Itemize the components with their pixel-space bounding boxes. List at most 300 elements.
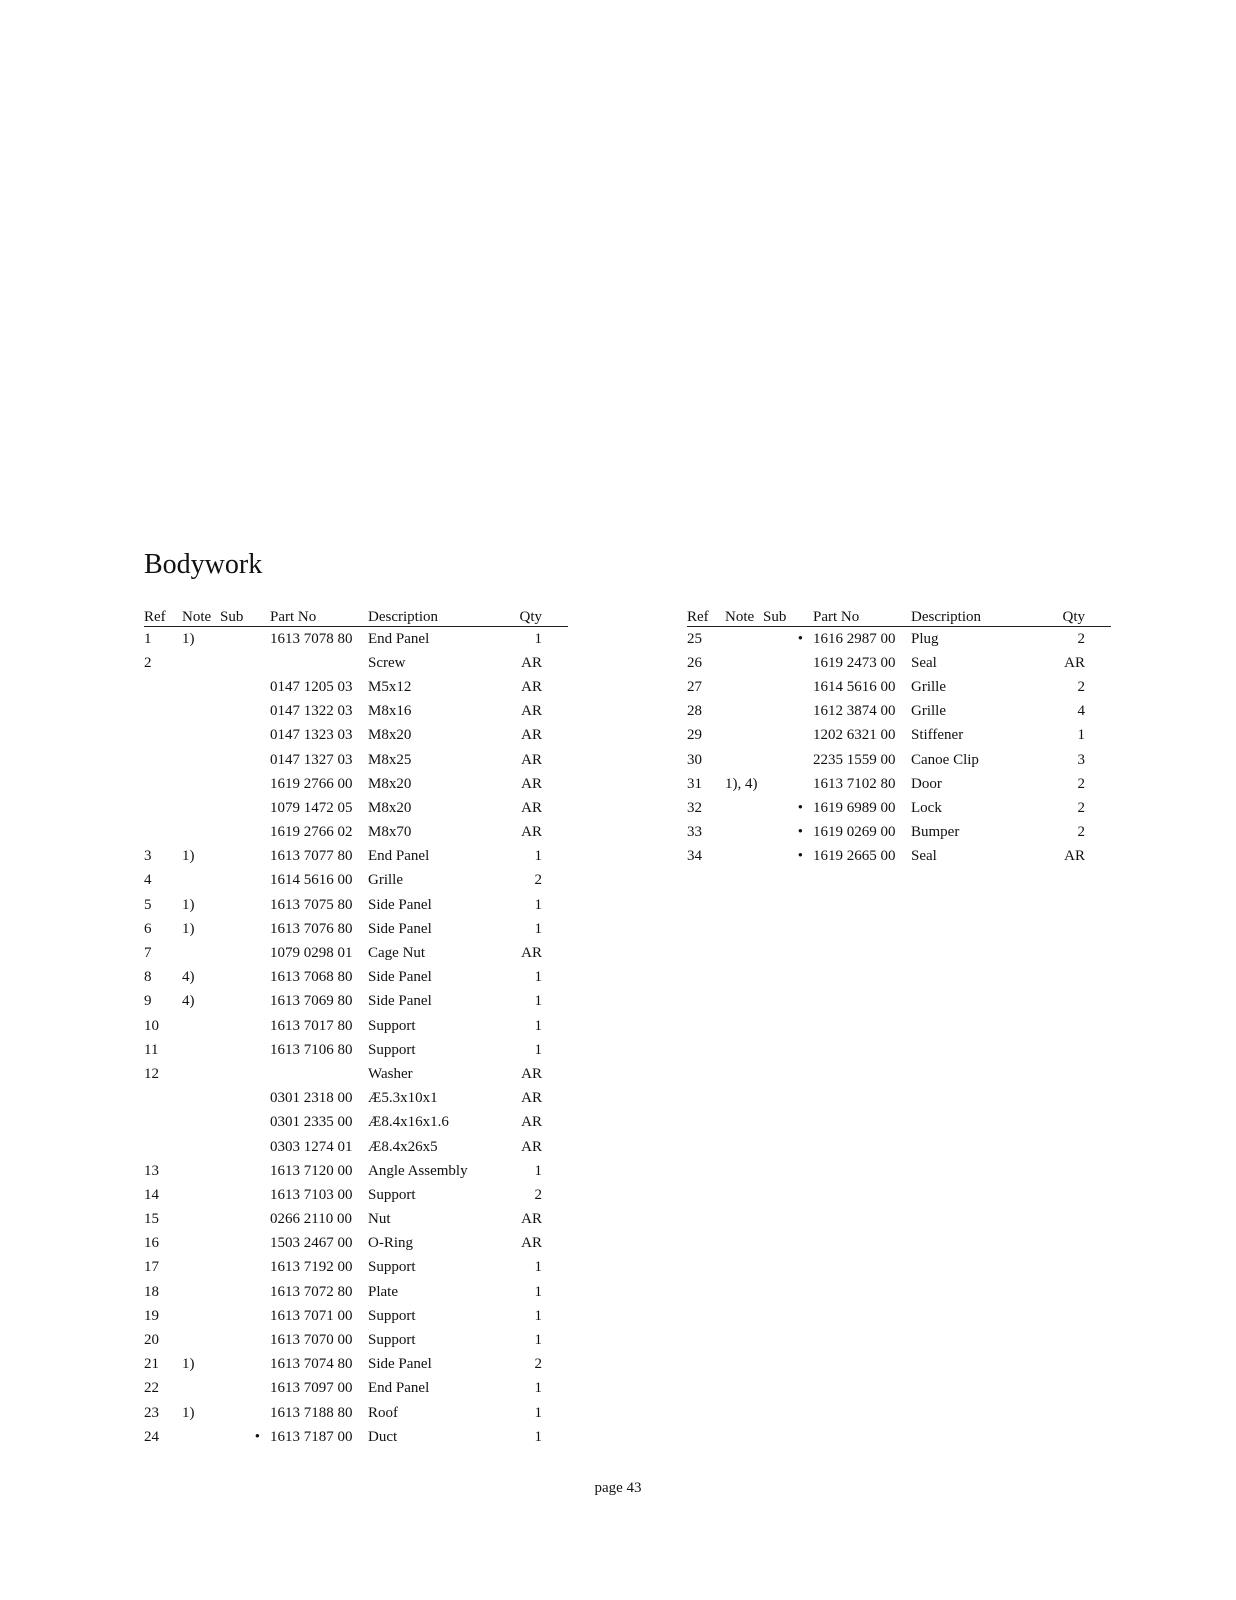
description-cell: Side Panel bbox=[368, 969, 432, 986]
part-no-cell: 1614 5616 00 bbox=[813, 678, 896, 695]
ref-cell: 30 bbox=[687, 751, 702, 768]
note-cell bbox=[182, 1062, 220, 1086]
sub-cell bbox=[220, 869, 270, 893]
note-cell: 1) bbox=[182, 1356, 195, 1373]
table-row bbox=[144, 1062, 568, 1086]
note-cell bbox=[182, 796, 220, 820]
sub-cell bbox=[220, 1087, 270, 1111]
qty-cell: 2 bbox=[1077, 775, 1085, 792]
table-header-row bbox=[144, 604, 568, 627]
sub-cell bbox=[220, 990, 270, 1014]
description-cell: Support bbox=[368, 1186, 416, 1203]
part-no-cell: 1613 7017 80 bbox=[270, 1017, 353, 1034]
sub-cell bbox=[220, 796, 270, 820]
table-row bbox=[144, 796, 568, 820]
sub-cell bbox=[220, 772, 270, 796]
qty-cell: AR bbox=[521, 1235, 542, 1252]
note-cell bbox=[725, 796, 763, 820]
ref-cell: 24 bbox=[144, 1428, 159, 1445]
parts-table-body-left bbox=[144, 627, 568, 1450]
ref-cell: 1 bbox=[144, 630, 152, 647]
sub-cell bbox=[220, 966, 270, 990]
sub-cell bbox=[220, 821, 270, 845]
note-cell bbox=[182, 748, 220, 772]
note-cell: 1) bbox=[182, 896, 195, 913]
sub-cell bbox=[220, 917, 270, 941]
qty-cell: 2 bbox=[534, 1356, 542, 1373]
table-row bbox=[687, 821, 1111, 845]
sub-cell: • bbox=[797, 848, 803, 865]
table-row bbox=[144, 724, 568, 748]
description-cell: Æ8.4x16x1.6 bbox=[368, 1114, 449, 1131]
qty-cell: AR bbox=[1064, 654, 1085, 671]
column-header-note: Note bbox=[182, 604, 220, 627]
sub-cell bbox=[220, 1232, 270, 1256]
table-row bbox=[144, 1087, 568, 1111]
sub-cell: • bbox=[797, 630, 803, 647]
qty-cell: 1 bbox=[534, 1162, 542, 1179]
description-cell: Stiffener bbox=[911, 727, 964, 744]
qty-cell: AR bbox=[521, 799, 542, 816]
qty-cell: 1 bbox=[534, 896, 542, 913]
qty-cell: 4 bbox=[1077, 703, 1085, 720]
part-no-cell: 1619 0269 00 bbox=[813, 824, 896, 841]
part-no-cell: 0147 1322 03 bbox=[270, 703, 353, 720]
column-header-qty: Qty bbox=[1061, 604, 1111, 627]
ref-cell bbox=[144, 821, 182, 845]
note-cell: 4) bbox=[182, 993, 195, 1010]
qty-cell: AR bbox=[521, 1065, 542, 1082]
ref-cell bbox=[144, 675, 182, 699]
qty-cell: 1 bbox=[534, 920, 542, 937]
sub-cell bbox=[220, 1401, 270, 1425]
description-cell: M8x20 bbox=[368, 799, 412, 816]
part-no-cell: 1613 7106 80 bbox=[270, 1041, 353, 1058]
qty-cell: AR bbox=[521, 703, 542, 720]
ref-cell: 21 bbox=[144, 1356, 159, 1373]
qty-cell: 1 bbox=[534, 969, 542, 986]
qty-cell: AR bbox=[521, 751, 542, 768]
table-row bbox=[687, 651, 1111, 675]
description-cell: Support bbox=[368, 1041, 416, 1058]
part-no-cell: 1613 7077 80 bbox=[270, 848, 353, 865]
qty-cell: 1 bbox=[534, 1428, 542, 1445]
note-cell bbox=[182, 1038, 220, 1062]
sub-cell bbox=[220, 1377, 270, 1401]
qty-cell: AR bbox=[521, 1211, 542, 1228]
note-cell bbox=[725, 724, 763, 748]
ref-cell: 15 bbox=[144, 1211, 159, 1228]
qty-cell: 2 bbox=[1077, 630, 1085, 647]
description-cell: End Panel bbox=[368, 848, 430, 865]
ref-cell: 27 bbox=[687, 678, 702, 695]
column-header-part-no: Part No bbox=[813, 604, 911, 627]
part-no-cell bbox=[270, 651, 368, 675]
table-row bbox=[144, 1038, 568, 1062]
ref-cell: 22 bbox=[144, 1380, 159, 1397]
sub-cell bbox=[763, 772, 813, 796]
ref-cell: 28 bbox=[687, 703, 702, 720]
note-cell bbox=[182, 1183, 220, 1207]
column-header-description: Description bbox=[911, 604, 1061, 627]
ref-cell: 14 bbox=[144, 1186, 159, 1203]
ref-cell: 31 bbox=[687, 775, 702, 792]
qty-cell: AR bbox=[521, 1138, 542, 1155]
ref-cell: 25 bbox=[687, 630, 702, 647]
note-cell: 1) bbox=[182, 920, 195, 937]
sub-cell bbox=[220, 1062, 270, 1086]
part-no-cell bbox=[270, 1062, 368, 1086]
qty-cell: AR bbox=[521, 945, 542, 962]
description-cell: Lock bbox=[911, 799, 942, 816]
sub-cell bbox=[220, 1135, 270, 1159]
description-cell: Æ8.4x26x5 bbox=[368, 1138, 438, 1155]
table-row bbox=[144, 1014, 568, 1038]
description-cell: Door bbox=[911, 775, 942, 792]
part-no-cell: 0147 1205 03 bbox=[270, 678, 353, 695]
description-cell: Grille bbox=[911, 703, 946, 720]
note-cell bbox=[182, 1159, 220, 1183]
note-cell: 4) bbox=[182, 969, 195, 986]
sub-cell bbox=[220, 651, 270, 675]
part-no-cell: 1613 7076 80 bbox=[270, 920, 353, 937]
table-row bbox=[144, 627, 568, 652]
table-row bbox=[144, 1232, 568, 1256]
ref-cell: 33 bbox=[687, 824, 702, 841]
page-number: page 43 bbox=[594, 1480, 642, 1496]
table-row bbox=[144, 966, 568, 990]
sub-cell bbox=[220, 724, 270, 748]
note-cell bbox=[182, 1232, 220, 1256]
sub-cell bbox=[220, 845, 270, 869]
part-no-cell: 1079 1472 05 bbox=[270, 799, 353, 816]
note-cell: 1), 4) bbox=[725, 775, 758, 792]
description-cell: Side Panel bbox=[368, 920, 432, 937]
qty-cell: AR bbox=[521, 654, 542, 671]
sub-cell bbox=[220, 1038, 270, 1062]
ref-cell: 10 bbox=[144, 1017, 159, 1034]
ref-cell: 20 bbox=[144, 1332, 159, 1349]
ref-cell bbox=[144, 772, 182, 796]
column-header-description: Description bbox=[368, 604, 518, 627]
part-no-cell: 1616 2987 00 bbox=[813, 630, 896, 647]
qty-cell: 1 bbox=[534, 848, 542, 865]
table-row bbox=[144, 1328, 568, 1352]
qty-cell: 1 bbox=[534, 1259, 542, 1276]
sub-cell bbox=[220, 1014, 270, 1038]
table-row bbox=[144, 700, 568, 724]
part-no-cell: 1613 7070 00 bbox=[270, 1332, 353, 1349]
part-no-cell: 1614 5616 00 bbox=[270, 872, 353, 889]
ref-cell: 16 bbox=[144, 1235, 159, 1252]
table-row bbox=[144, 941, 568, 965]
description-cell: Angle Assembly bbox=[368, 1162, 468, 1179]
qty-cell: AR bbox=[521, 775, 542, 792]
ref-cell bbox=[144, 1135, 182, 1159]
description-cell: M5x12 bbox=[368, 678, 412, 695]
ref-cell: 2 bbox=[144, 654, 152, 671]
part-no-cell: 1613 7192 00 bbox=[270, 1259, 353, 1276]
note-cell bbox=[182, 1208, 220, 1232]
table-row bbox=[144, 1135, 568, 1159]
note-cell bbox=[182, 675, 220, 699]
table-row bbox=[144, 845, 568, 869]
qty-cell: 2 bbox=[534, 1186, 542, 1203]
part-no-cell: 1613 7075 80 bbox=[270, 896, 353, 913]
part-no-cell: 1613 7068 80 bbox=[270, 969, 353, 986]
column-header-note: Note bbox=[725, 604, 763, 627]
part-no-cell: 1613 7072 80 bbox=[270, 1283, 353, 1300]
qty-cell: 1 bbox=[534, 1404, 542, 1421]
note-cell bbox=[182, 1135, 220, 1159]
table-row bbox=[687, 845, 1111, 869]
ref-cell bbox=[144, 1111, 182, 1135]
parts-table-left bbox=[144, 604, 568, 1449]
ref-cell: 7 bbox=[144, 945, 152, 962]
qty-cell: 1 bbox=[534, 993, 542, 1010]
note-cell bbox=[182, 772, 220, 796]
table-row bbox=[144, 772, 568, 796]
sub-cell bbox=[220, 1111, 270, 1135]
note-cell bbox=[725, 821, 763, 845]
qty-cell: AR bbox=[521, 1090, 542, 1107]
part-no-cell: 1612 3874 00 bbox=[813, 703, 896, 720]
qty-cell: AR bbox=[521, 727, 542, 744]
parts-table-body-right bbox=[687, 627, 1111, 869]
note-cell bbox=[182, 1304, 220, 1328]
sub-cell bbox=[220, 941, 270, 965]
ref-cell: 34 bbox=[687, 848, 702, 865]
ref-cell: 17 bbox=[144, 1259, 159, 1276]
part-no-cell: 0147 1323 03 bbox=[270, 727, 353, 744]
sub-cell bbox=[220, 1208, 270, 1232]
ref-cell: 18 bbox=[144, 1283, 159, 1300]
table-row bbox=[144, 1159, 568, 1183]
table-row bbox=[687, 796, 1111, 820]
ref-cell: 29 bbox=[687, 727, 702, 744]
table-row bbox=[144, 1425, 568, 1449]
description-cell: Side Panel bbox=[368, 993, 432, 1010]
part-no-cell: 1613 7071 00 bbox=[270, 1307, 353, 1324]
note-cell bbox=[182, 1377, 220, 1401]
parts-table-right bbox=[687, 604, 1111, 869]
note-cell bbox=[182, 1328, 220, 1352]
table-row bbox=[144, 1377, 568, 1401]
description-cell: Grille bbox=[368, 872, 403, 889]
part-no-cell: 1202 6321 00 bbox=[813, 727, 896, 744]
table-row bbox=[144, 1208, 568, 1232]
qty-cell: 1 bbox=[534, 1283, 542, 1300]
description-cell: Plate bbox=[368, 1283, 398, 1300]
qty-cell: 3 bbox=[1077, 751, 1085, 768]
ref-cell: 12 bbox=[144, 1065, 159, 1082]
note-cell bbox=[725, 675, 763, 699]
ref-cell: 3 bbox=[144, 848, 152, 865]
ref-cell bbox=[144, 796, 182, 820]
ref-cell: 9 bbox=[144, 993, 152, 1010]
qty-cell: 2 bbox=[1077, 678, 1085, 695]
note-cell bbox=[182, 821, 220, 845]
table-row bbox=[144, 1401, 568, 1425]
part-no-cell: 1619 2766 00 bbox=[270, 775, 353, 792]
sub-cell bbox=[220, 1280, 270, 1304]
description-cell: Side Panel bbox=[368, 896, 432, 913]
description-cell: Seal bbox=[911, 848, 937, 865]
part-no-cell: 1619 2766 02 bbox=[270, 824, 353, 841]
ref-cell: 19 bbox=[144, 1307, 159, 1324]
table-row bbox=[687, 675, 1111, 699]
sub-cell: • bbox=[797, 824, 803, 841]
table-row bbox=[144, 869, 568, 893]
table-row bbox=[144, 1280, 568, 1304]
description-cell: Nut bbox=[368, 1211, 391, 1228]
ref-cell: 32 bbox=[687, 799, 702, 816]
table-row bbox=[144, 675, 568, 699]
part-no-cell: 1503 2467 00 bbox=[270, 1235, 353, 1252]
qty-cell: AR bbox=[1064, 848, 1085, 865]
table-row bbox=[144, 893, 568, 917]
note-cell bbox=[725, 845, 763, 869]
sub-cell bbox=[220, 748, 270, 772]
table-row bbox=[144, 1183, 568, 1207]
table-row bbox=[687, 700, 1111, 724]
ref-cell: 23 bbox=[144, 1404, 159, 1421]
sub-cell bbox=[763, 651, 813, 675]
description-cell: Washer bbox=[368, 1065, 413, 1082]
description-cell: Bumper bbox=[911, 824, 960, 841]
note-cell bbox=[182, 1087, 220, 1111]
table-row bbox=[687, 724, 1111, 748]
description-cell: Support bbox=[368, 1259, 416, 1276]
description-cell: M8x70 bbox=[368, 824, 412, 841]
description-cell: Roof bbox=[368, 1404, 398, 1421]
table-row bbox=[144, 1256, 568, 1280]
ref-cell: 11 bbox=[144, 1041, 159, 1058]
column-header-qty: Qty bbox=[518, 604, 568, 627]
qty-cell: 1 bbox=[534, 1307, 542, 1324]
table-row bbox=[144, 1353, 568, 1377]
description-cell: O-Ring bbox=[368, 1235, 413, 1252]
ref-cell bbox=[144, 724, 182, 748]
table-row bbox=[144, 748, 568, 772]
column-header-sub: Sub bbox=[763, 604, 813, 627]
sub-cell bbox=[763, 748, 813, 772]
description-cell: M8x25 bbox=[368, 751, 412, 768]
sub-cell bbox=[763, 700, 813, 724]
note-cell: 1) bbox=[182, 1404, 195, 1421]
description-cell: Support bbox=[368, 1307, 416, 1324]
note-cell bbox=[182, 1425, 220, 1449]
description-cell: Plug bbox=[911, 630, 939, 647]
qty-cell: 1 bbox=[534, 1041, 542, 1058]
note-cell bbox=[182, 1111, 220, 1135]
qty-cell: AR bbox=[521, 824, 542, 841]
note-cell bbox=[725, 627, 763, 652]
table-row bbox=[687, 627, 1111, 652]
part-no-cell: 1613 7074 80 bbox=[270, 1356, 353, 1373]
ref-cell: 6 bbox=[144, 920, 152, 937]
table-row bbox=[144, 1111, 568, 1135]
table-row bbox=[144, 990, 568, 1014]
part-no-cell: 1619 6989 00 bbox=[813, 799, 896, 816]
description-cell: Support bbox=[368, 1017, 416, 1034]
qty-cell: 2 bbox=[534, 872, 542, 889]
qty-cell: 1 bbox=[534, 1017, 542, 1034]
note-cell bbox=[725, 651, 763, 675]
part-no-cell: 0301 2318 00 bbox=[270, 1090, 353, 1107]
table-row bbox=[144, 917, 568, 941]
sub-cell bbox=[763, 724, 813, 748]
column-header-part-no: Part No bbox=[270, 604, 368, 627]
part-no-cell: 1613 7078 80 bbox=[270, 630, 353, 647]
description-cell: Seal bbox=[911, 654, 937, 671]
sub-cell bbox=[220, 1159, 270, 1183]
table-row bbox=[144, 821, 568, 845]
note-cell bbox=[182, 1280, 220, 1304]
part-no-cell: 1613 7120 00 bbox=[270, 1162, 353, 1179]
sub-cell: • bbox=[254, 1428, 260, 1445]
note-cell bbox=[182, 941, 220, 965]
column-header-sub: Sub bbox=[220, 604, 270, 627]
description-cell: Æ5.3x10x1 bbox=[368, 1090, 438, 1107]
description-cell: Duct bbox=[368, 1428, 398, 1445]
description-cell: Cage Nut bbox=[368, 945, 426, 962]
qty-cell: AR bbox=[521, 1114, 542, 1131]
description-cell: Canoe Clip bbox=[911, 751, 979, 768]
note-cell bbox=[725, 748, 763, 772]
sub-cell bbox=[220, 627, 270, 652]
ref-cell bbox=[144, 700, 182, 724]
sub-cell bbox=[220, 700, 270, 724]
column-header-ref: Ref bbox=[144, 604, 182, 627]
sub-cell bbox=[220, 1256, 270, 1280]
sub-cell bbox=[220, 1353, 270, 1377]
part-no-cell: 1613 7069 80 bbox=[270, 993, 353, 1010]
part-no-cell: 1613 7103 00 bbox=[270, 1186, 353, 1203]
note-cell: 1) bbox=[182, 630, 195, 647]
qty-cell: 1 bbox=[534, 630, 542, 647]
note-cell bbox=[182, 869, 220, 893]
column-header-ref: Ref bbox=[687, 604, 725, 627]
note-cell bbox=[725, 700, 763, 724]
ref-cell bbox=[144, 748, 182, 772]
table-row bbox=[687, 772, 1111, 796]
description-cell: Side Panel bbox=[368, 1356, 432, 1373]
note-cell bbox=[182, 700, 220, 724]
description-cell: M8x16 bbox=[368, 703, 412, 720]
part-no-cell: 2235 1559 00 bbox=[813, 751, 896, 768]
description-cell: M8x20 bbox=[368, 775, 412, 792]
sub-cell bbox=[220, 675, 270, 699]
part-no-cell: 1619 2665 00 bbox=[813, 848, 896, 865]
sub-cell bbox=[220, 1328, 270, 1352]
part-no-cell: 1619 2473 00 bbox=[813, 654, 896, 671]
part-no-cell: 1079 0298 01 bbox=[270, 945, 353, 962]
sub-cell bbox=[220, 893, 270, 917]
note-cell bbox=[182, 1256, 220, 1280]
page-title: Bodywork bbox=[144, 549, 263, 580]
description-cell: End Panel bbox=[368, 1380, 430, 1397]
description-cell: Support bbox=[368, 1332, 416, 1349]
qty-cell: 2 bbox=[1077, 799, 1085, 816]
part-no-cell: 1613 7188 80 bbox=[270, 1404, 353, 1421]
qty-cell: 1 bbox=[534, 1380, 542, 1397]
ref-cell: 26 bbox=[687, 654, 702, 671]
description-cell: M8x20 bbox=[368, 727, 412, 744]
part-no-cell: 0147 1327 03 bbox=[270, 751, 353, 768]
sub-cell bbox=[220, 1183, 270, 1207]
part-no-cell: 0301 2335 00 bbox=[270, 1114, 353, 1131]
